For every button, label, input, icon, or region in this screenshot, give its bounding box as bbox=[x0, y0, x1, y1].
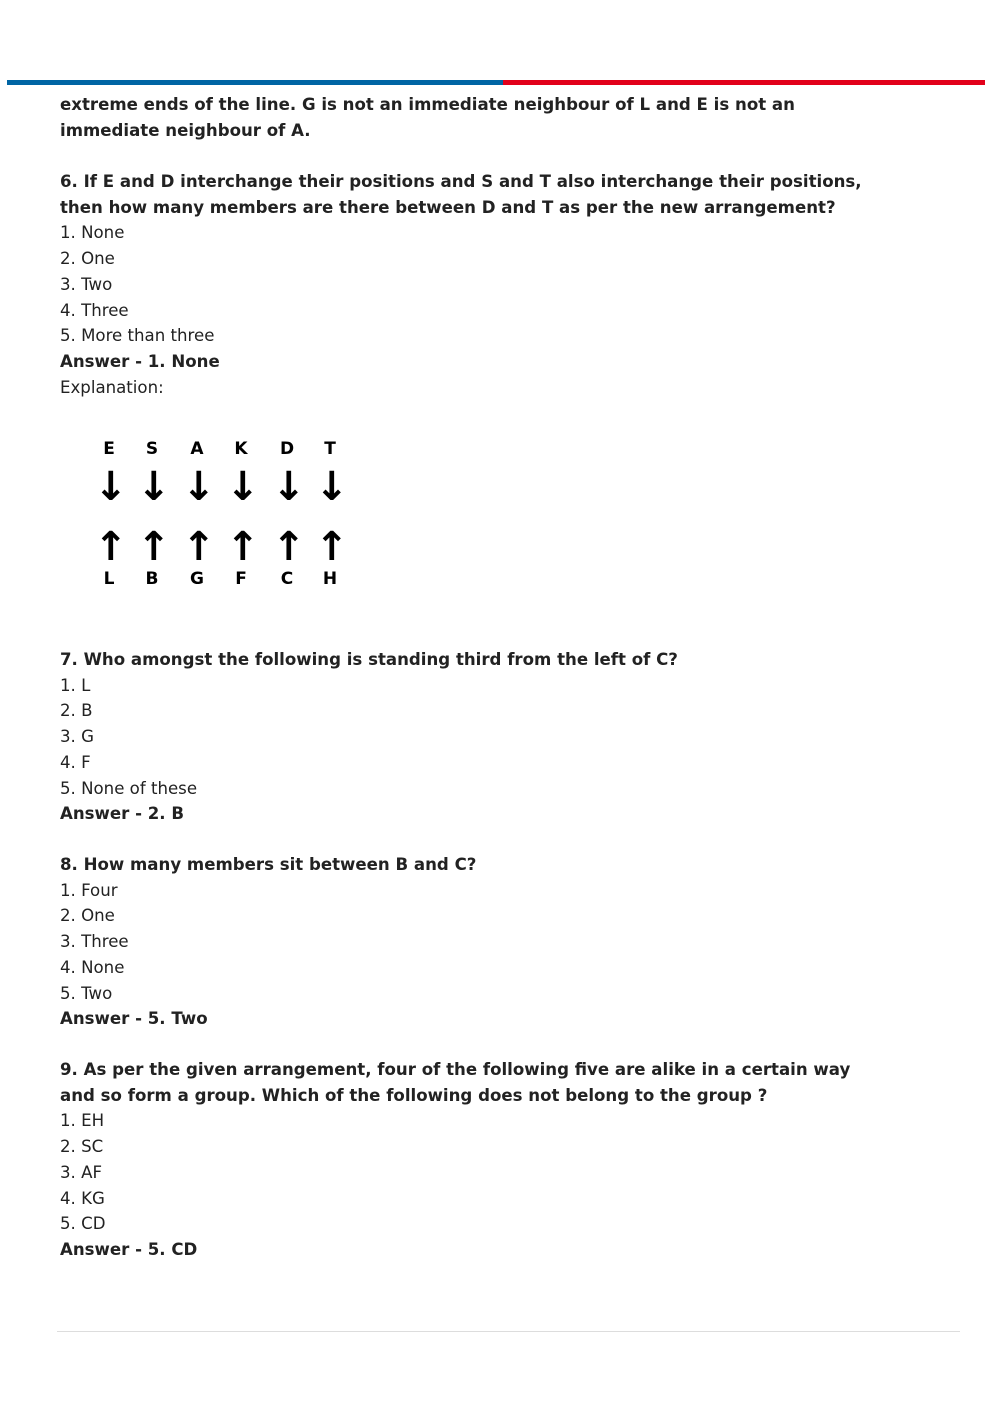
arrow-up-icon: ↑ bbox=[137, 524, 171, 570]
option: 5. Two bbox=[60, 983, 113, 1003]
option: 2. SC bbox=[60, 1137, 104, 1157]
option: 4. KG bbox=[60, 1188, 105, 1208]
explanation-label: Explanation: bbox=[60, 377, 164, 397]
option: 1. L bbox=[60, 675, 91, 695]
diagram-bottom-letter: G bbox=[190, 569, 204, 589]
header-bar-blue bbox=[7, 80, 503, 85]
header-bar-red bbox=[503, 80, 985, 85]
question-6 bbox=[60, 169, 960, 400]
arrow-down-icon: ↓ bbox=[226, 464, 260, 510]
intro-line: extreme ends of the line. G is not an immediate neighbour of L and E is not an bbox=[60, 95, 795, 114]
arrow-up-icon: ↑ bbox=[272, 524, 306, 570]
question-text: 8. How many members sit between B and C? bbox=[60, 855, 477, 874]
diagram-top-letter: K bbox=[234, 439, 248, 459]
option: 4. Three bbox=[60, 300, 129, 320]
diagram-top-letter: A bbox=[190, 439, 204, 459]
question-text: and so form a group. Which of the following does not belong to the group ? bbox=[60, 1085, 768, 1105]
option: 3. Two bbox=[60, 274, 113, 294]
diagram-bottom-letter: L bbox=[103, 569, 115, 589]
question-text: 7. Who amongst the following is standing third from the left of C? bbox=[60, 650, 678, 669]
option: 1. None bbox=[60, 223, 125, 243]
diagram-bottom-letter: H bbox=[322, 569, 338, 589]
answer: Answer - 1. None bbox=[60, 351, 220, 371]
option: 3. Three bbox=[60, 932, 129, 952]
answer: Answer - 2. B bbox=[60, 804, 185, 824]
arrow-up-icon: ↑ bbox=[226, 524, 260, 570]
footer-divider bbox=[57, 1331, 960, 1332]
diagram-top-letter: D bbox=[279, 439, 295, 459]
option: 2. One bbox=[60, 249, 115, 269]
arrow-up-icon: ↑ bbox=[94, 524, 128, 570]
intro-text bbox=[60, 92, 960, 143]
option: 1. Four bbox=[60, 880, 118, 900]
diagram-bottom-letter: F bbox=[235, 569, 247, 589]
question-9 bbox=[60, 1057, 960, 1263]
option: 3. G bbox=[60, 727, 94, 747]
diagram-bottom-letter: C bbox=[280, 569, 294, 589]
arrow-down-icon: ↓ bbox=[137, 464, 171, 510]
diagram-top-letter: E bbox=[103, 439, 115, 459]
option: 5. CD bbox=[60, 1214, 106, 1234]
intro-line: immediate neighbour of A. bbox=[60, 120, 311, 140]
arrow-up-icon: ↑ bbox=[182, 524, 216, 570]
option: 1. EH bbox=[60, 1111, 105, 1131]
option: 4. F bbox=[60, 752, 91, 772]
arrow-up-icon: ↑ bbox=[315, 524, 349, 570]
question-text: 9. As per the given arrangement, four of the following five are alike in a certain way bbox=[60, 1060, 851, 1079]
arrow-down-icon: ↓ bbox=[315, 464, 349, 510]
answer: Answer - 5. Two bbox=[60, 1009, 208, 1029]
question-text: then how many members are there between D and T as per the new arrangement? bbox=[60, 197, 836, 217]
answer: Answer - 5. CD bbox=[60, 1239, 198, 1259]
option: 5. More than three bbox=[60, 326, 215, 346]
diagram-top-letter: T bbox=[324, 439, 336, 459]
diagram-top-letter: S bbox=[145, 439, 159, 459]
option: 4. None bbox=[60, 957, 125, 977]
option: 3. AF bbox=[60, 1162, 103, 1182]
option: 2. B bbox=[60, 701, 93, 721]
arrow-down-icon: ↓ bbox=[272, 464, 306, 510]
question-text: 6. If E and D interchange their positions and S and T also interchange their positions, bbox=[60, 172, 862, 191]
question-7 bbox=[60, 647, 960, 827]
question-8 bbox=[60, 852, 960, 1032]
arrow-down-icon: ↓ bbox=[182, 464, 216, 510]
arrow-down-icon: ↓ bbox=[94, 464, 128, 510]
option: 2. One bbox=[60, 906, 115, 926]
diagram-bottom-letter: B bbox=[145, 569, 159, 589]
option: 5. None of these bbox=[60, 778, 198, 798]
